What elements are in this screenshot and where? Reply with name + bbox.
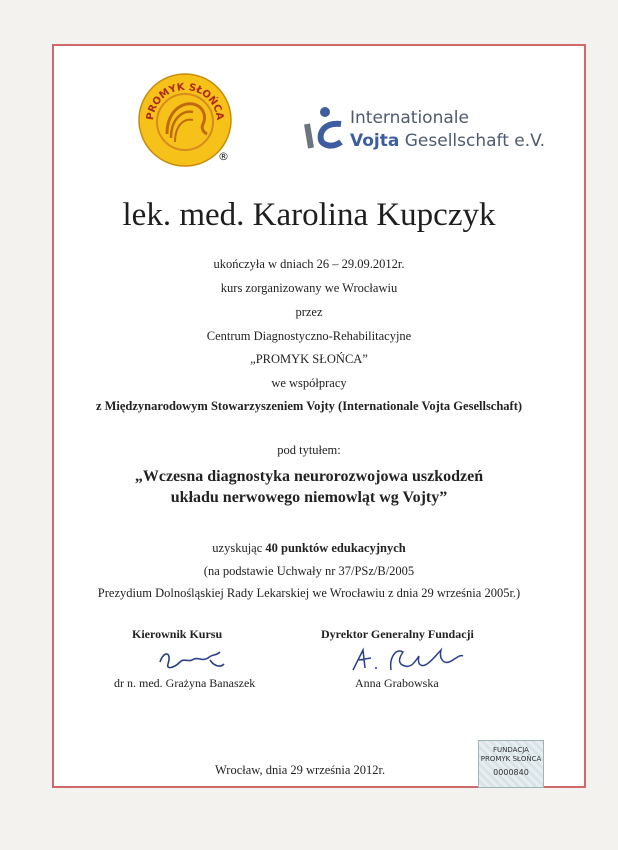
course-director-title: Kierownik Kursu <box>132 627 223 641</box>
resolution-source: Prezydium Dolnośląskiej Rady Lekarskiej we Wrocławiu z dnia 29 września 2005r.) <box>97 586 521 600</box>
stamp-line1: FUNDACJA <box>493 746 529 754</box>
partner-organization: z Międzynarodowym Stowarzyszeniem Vojty (Internationale Vojta Gesellschaft) <box>95 399 523 413</box>
cooperation-label: we współpracy <box>271 376 347 390</box>
organizer-name: Centrum Diagnostyczno-Rehabilitacyjne <box>206 329 412 343</box>
stamp-line2: PROMYK SŁOŃCA <box>480 755 542 763</box>
registered-mark: ® <box>218 150 229 163</box>
vojta-logo-line2 <box>350 131 545 151</box>
completion-dates: ukończyła w dniach 26 – 29.09.2012r. <box>213 257 405 271</box>
course-title-line2: układu nerwowego niemowląt wg Vojty” <box>170 489 448 506</box>
recipient-name: lek. med. Karolina Kupczyk <box>122 197 496 233</box>
vojta-logo-rest: Gesellschaft e.V. <box>399 131 545 151</box>
foundation-director-title: Dyrektor Generalny Fundacji <box>321 627 474 641</box>
by-label: przez <box>295 305 323 319</box>
vojta-logo-mark <box>301 104 347 150</box>
resolution-basis: (na podstawie Uchwały nr 37/PSz/B/2005 <box>203 564 415 578</box>
course-director-signature <box>150 640 230 676</box>
vojta-logo-line1: Internationale <box>350 108 469 128</box>
promyk-logo-text: PROMYK SŁOŃCA <box>144 81 226 121</box>
stamp-number: 0000840 <box>493 768 529 777</box>
points-value: 40 punktów edukacyjnych <box>265 541 406 555</box>
course-director-name: dr n. med. Grażyna Banaszek <box>114 676 256 690</box>
vojta-logo-bold: Vojta <box>350 131 400 151</box>
holographic-stamp <box>478 740 544 788</box>
points-prefix: uzyskując <box>212 541 266 555</box>
title-label: pod tytułem: <box>277 443 341 457</box>
course-location: kurs zorganizowany we Wrocławiu <box>220 281 398 295</box>
points-line <box>0 541 618 556</box>
foundation-name: „PROMYK SŁOŃCA” <box>250 352 368 366</box>
place-date: Wrocław, dnia 29 września 2012r. <box>215 763 386 777</box>
course-title-line1: „Wczesna diagnostyka neurorozwojowa uszkodzeń <box>134 468 484 485</box>
foundation-director-signature <box>345 642 470 676</box>
foundation-director-name: Anna Grabowska <box>355 676 439 690</box>
